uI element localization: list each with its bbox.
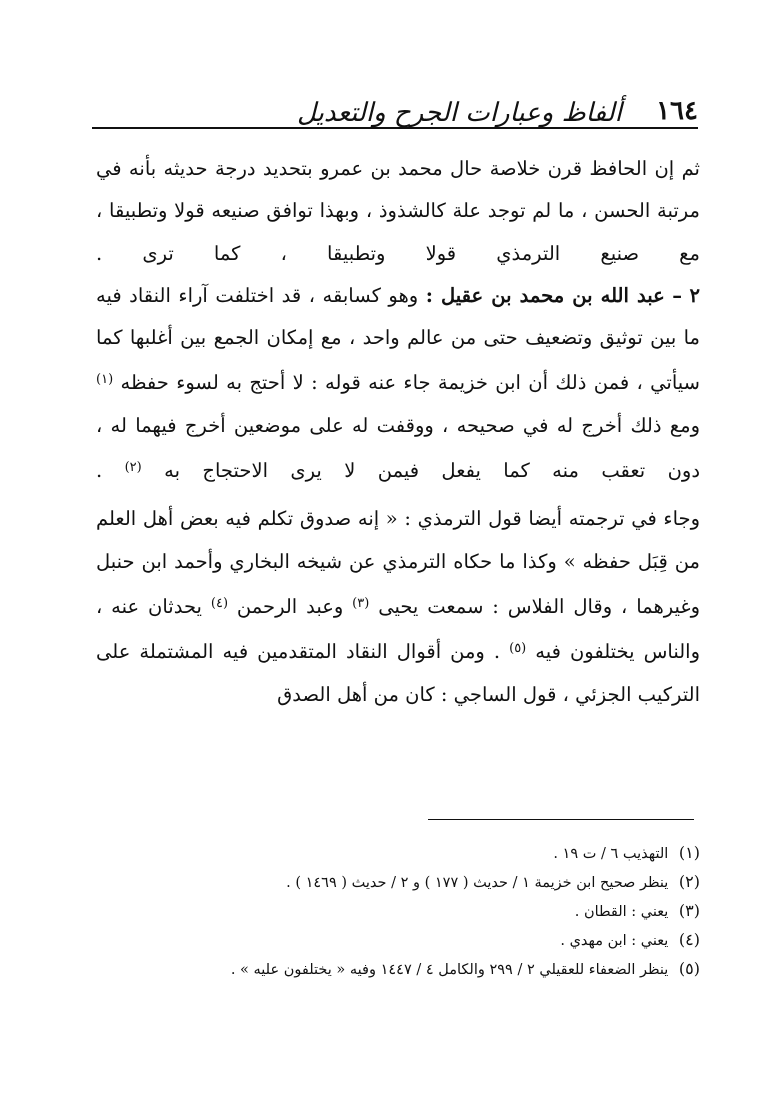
narrator-name: عبد الله بن محمد بن عقيل : <box>425 283 665 307</box>
main-text <box>96 148 700 716</box>
footnote-2 <box>120 867 700 896</box>
paragraph-2-end: . <box>96 459 103 483</box>
footnote-separator <box>428 819 694 820</box>
paragraph-3-text-4: . ومن أقوال النقاد المتقدمين فيه المشتملة على التركيب الجزئي ، قول الساجي : كان من أهل الصدق <box>96 640 700 706</box>
footnote-text: ينظر الضعفاء للعقيلي ٢ / ٢٩٩ والكامل ٤ / ١٤٤٧ وفيه « يختلفون عليه » . <box>230 962 669 978</box>
paragraph-1: ثم إن الحافظ قرن خلاصة حال محمد بن عمرو بتحديد درجة حديثه بأنه في مرتبة الحسن ، ما لم توجد علة كالشذوذ ، وبهذا توافق صنيعه قولا وتطبيقا ، مع صنيع الترمذي قولا وتطبيقا ، كما ترى . <box>96 157 700 265</box>
footnote-ref-4: (٤) <box>210 595 229 611</box>
paragraph-3-text-3: يحدثان عنه ، والناس يختلفون فيه <box>96 594 701 664</box>
footnote-number: (١) <box>678 843 700 862</box>
footnote-ref-2: (٢) <box>124 460 142 476</box>
footnote-ref-1: (١) <box>96 372 114 388</box>
footnote-number: (٤) <box>678 930 700 949</box>
running-title: ألفاظ وعبارات الجرح والتعديل <box>297 98 622 128</box>
page-header <box>92 86 698 128</box>
paragraph-3-text-1: وجاء في ترجمته أيضا قول الترمذي : « إنه صدوق تكلم فيه بعض أهل العلم من قِبَل حفظه » وكذا ما حكاه الترمذي عن شيخه البخاري وأحمد ابن حنبل وغيرهما ، وقال الفلاس : سمعت يحيى <box>96 507 700 618</box>
footnote-text: يعني : القطان . <box>574 904 669 920</box>
footnote-4 <box>120 925 700 954</box>
footnote-number: (٣) <box>678 901 700 920</box>
paragraph-3-text-2: وعبد الرحمن <box>236 594 344 618</box>
footnote-text: يعني : ابن مهدي . <box>560 933 669 949</box>
paragraph-2-text-2: ومع ذلك أخرج له في صحيحه ، ووقفت له على موضعين أخرج فيهما له ، دون تعقب منه كما يفعل فيمن لا يرى الاحتجاج به <box>96 413 700 483</box>
entry-dash: – <box>672 283 683 307</box>
footnote-text: ينظر صحيح ابن خزيمة ١ / حديث ( ١٧٧ ) و ٢ / حديث ( ١٤٦٩ ) . <box>286 875 669 891</box>
footnote-3 <box>120 896 700 925</box>
paragraph-2 <box>96 275 700 492</box>
entry-number: ٢ <box>689 283 701 307</box>
footnote-number: (٢) <box>678 872 700 891</box>
footnote-ref-3: (٣) <box>352 595 370 611</box>
footnote-5 <box>120 954 700 983</box>
footnote-1 <box>120 838 700 867</box>
footnote-ref-5: (٥) <box>509 641 527 657</box>
footnote-text: التهذيب ٦ / ت ١٩ . <box>553 846 669 862</box>
paragraph-2-text-1: وهو كسابقه ، قد اختلفت آراء النقاد فيه ما بين توثيق وتضعيف حتى من عالم واحد ، مع إمكان الجمع بين أغلبها كما سيأتي ، فمن ذلك أن ابن خزيمة جاء عنه قوله : لا أحتج به لسوء حفظه <box>96 283 700 395</box>
header-rule <box>92 127 698 129</box>
footnote-number: (٥) <box>678 959 700 978</box>
page-number: ١٦٤ <box>656 96 698 126</box>
footnotes <box>120 838 700 983</box>
paragraph-3 <box>96 498 700 715</box>
